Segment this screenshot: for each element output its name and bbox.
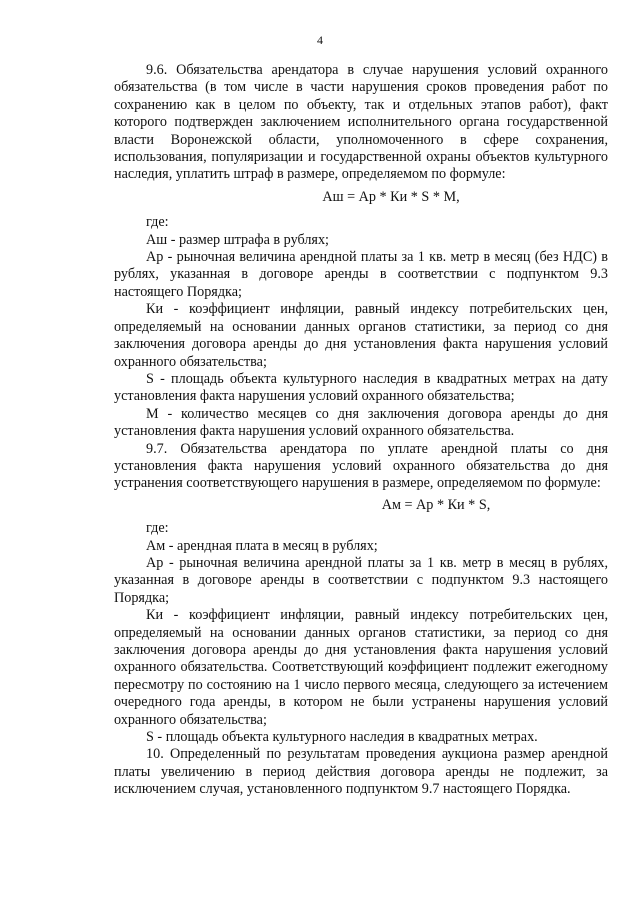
definition-s-1: S - площадь объекта культурного наследия в квадратных метрах на дату установления факта нарушения условий охранного обязательства; bbox=[114, 370, 608, 405]
definition-s-2: S - площадь объекта культурного наследия в квадратных метрах. bbox=[146, 729, 538, 746]
where-label-1: где: bbox=[146, 214, 169, 231]
definition-am: Ам - арендная плата в месяц в рублях; bbox=[146, 537, 378, 554]
definition-ki-2: Ки - коэффициент инфляции, равный индексу потребительских цен, определяемый на основании данных органов статистики, за период со дня заключения договора аренды до дня установления факта нарушения условий охранного обязательства. Соответствующий коэффициент подлежит ежегодному пересмотру по состоянию на 1 число первого месяца, следующего за истечением очередного года аренды, в котором не были устранены нарушения условий охранного обязательства; bbox=[114, 607, 608, 728]
definition-ar-1: Ар - рыночная величина арендной платы за 1 кв. метр в месяц (без НДС) в рублях, указанная в договоре аренды в соответствии с подпунктом 9.3 настоящего Порядка; bbox=[114, 249, 608, 300]
paragraph-10: 10. Определенный по результатам проведения аукциона размер арендной платы увеличению в период действия договора аренды не подлежит, за исключением случая, установленного подпунктом 9.7 настоящего Порядка. bbox=[114, 746, 608, 798]
definition-ash: Аш - размер штрафа в рублях; bbox=[146, 231, 329, 248]
page-number: 4 bbox=[317, 33, 323, 47]
formula-rent: Ам = Ар * Ки * S, bbox=[381, 496, 491, 513]
paragraph-9-6: 9.6. Обязательства арендатора в случае нарушения условий охранного обязательства (в том числе в части нарушения сроков проведения работ по сохранению как в целом по объекту, так и отдельных этапов работ), факт которого подтвержден заключением исполнительного органа государственной власти Воронежской области, уполномоченного в сфере сохранения, использования, популяризации и государственной охраны объектов культурного наследия, уплатить штраф в размере, определяемом по формуле: bbox=[114, 62, 608, 183]
where-label-2: где: bbox=[146, 520, 169, 537]
definition-ki-1: Ки - коэффициент инфляции, равный индексу потребительских цен, определяемый на основании данных органов статистики, за период со дня заключения договора аренды до дня установления факта нарушения условий охранного обязательства; bbox=[114, 301, 608, 370]
definition-ar-2: Ар - рыночная величина арендной платы за 1 кв. метр в месяц в рублях, указанная в договоре аренды в соответствии с подпунктом 9.3 настоящего Порядка; bbox=[114, 554, 608, 606]
formula-fine: Аш = Ар * Ки * S * М, bbox=[322, 188, 460, 205]
definition-m: М - количество месяцев со дня заключения договора аренды до дня установления факта нарушения условий охранного обязательства. bbox=[114, 405, 608, 440]
paragraph-9-7: 9.7. Обязательства арендатора по уплате арендной платы со дня установления факта нарушения условий охранного обязательства до дня устранения соответствующего нарушения в размере, определяемом по формуле: bbox=[114, 440, 608, 492]
document-body bbox=[114, 62, 608, 799]
